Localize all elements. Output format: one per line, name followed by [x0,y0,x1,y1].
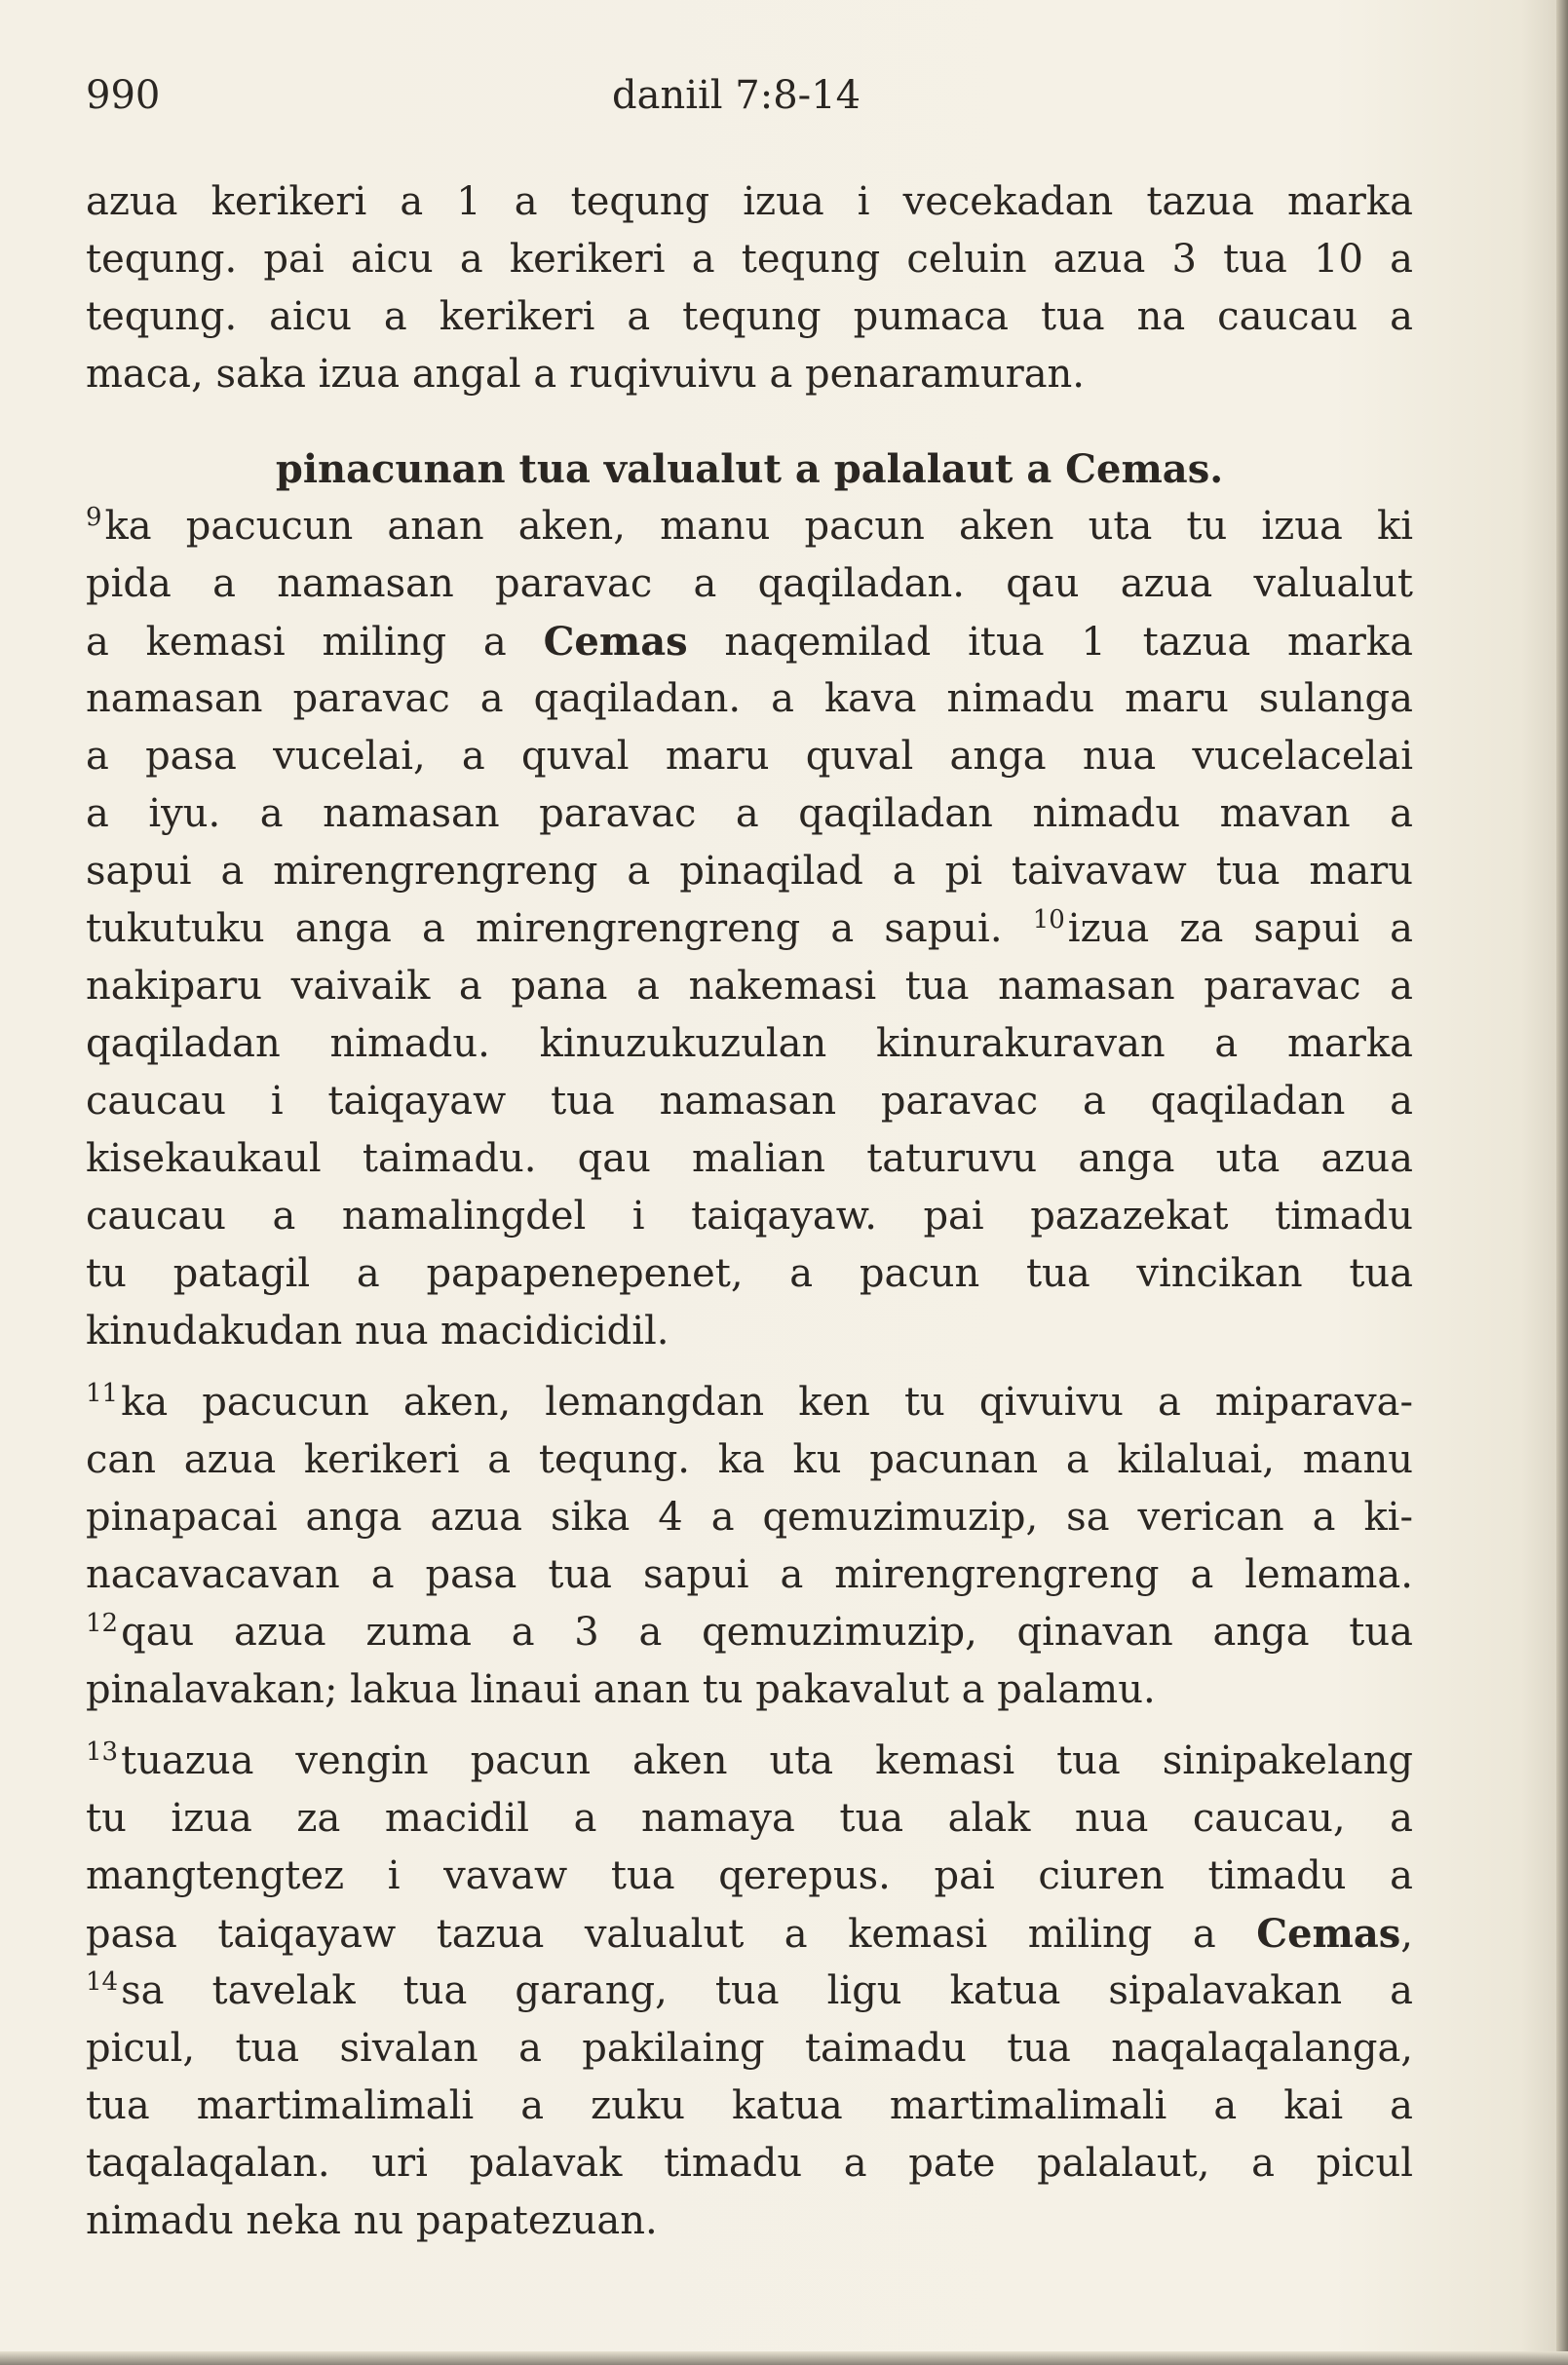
verse-number: 14 [86,1967,119,1997]
text-line: tequng. aicu a kerikeri a tequng pumaca tua na caucau a [86,294,1413,339]
text-line: $^{12}$qau azua zuma a 3 a qemuzimuzip, qinavan anga tua [86,1609,1413,1655]
text-line: pinapacai anga azua sika 4 a qemuzimuzip, sa verican a ki- [86,1495,1413,1540]
text-line: mangtengtez i vavaw tua qerepus. pai ciuren timadu a [86,1853,1413,1898]
text-line: sapui a mirengrengreng a pinaqilad a pi taivavaw tua maru [86,849,1413,894]
text-line: tequng. pai aicu a kerikeri a tequng celuin azua 3 tua 10 a [86,237,1413,282]
text-line: kinudakudan nua macidicidil. [86,1309,669,1354]
verse-number: 13 [86,1737,119,1767]
paragraph-gap [86,1360,1413,1374]
text-line: $^{14}$sa tavelak tua garang, tua ligu katua sipalavakan a [86,1967,1413,2013]
text-line: a kemasi miling a Cemas naqemilad itua 1 tazua marka [86,619,1413,665]
text-line: a iyu. a namasan paravac a qaqiladan nimadu mavan a [86,791,1413,836]
text-line: namasan paravac a qaqiladan. a kava nimadu maru sulanga [86,676,1413,721]
verse-number: 12 [86,1609,119,1638]
text-line: caucau i taiqayaw tua namasan paravac a qaqiladan a [86,1079,1413,1124]
body-text [86,173,1413,2250]
text-line: pasa taiqayaw tazua valualut a kemasi miling a Cemas, [86,1911,1413,1957]
text-line: maca, saka izua angal a ruqivuivu a penaramuran. [86,352,1086,397]
text-line: azua kerikeri a 1 a tequng izua i vecekadan tazua marka [86,179,1413,224]
text-line: $^{13}$tuazua vengin pacun aken uta kemasi tua sinipakelang [86,1737,1413,1783]
divine-name: Cemas [1256,1911,1401,1957]
running-head: daniil 7:8-14 [612,73,861,118]
page-number: 990 [86,73,161,118]
text-line: picul, tua sivalan a pakilaing taimadu tua naqalaqalanga, [86,2026,1413,2071]
text-line: tu patagil a papapenepenet, a pacun tua vincikan tua [86,1251,1413,1296]
text-line: tukutuku anga a mirengrengreng a sapui. $^{10}$izua za sapui a [86,905,1413,951]
text-line: pida a namasan paravac a qaqiladan. qau azua valualut [86,561,1413,606]
text-line: nacavacavan a pasa tua sapui a mirengrengreng a lemama. [86,1552,1413,1597]
text-line: a pasa vucelai, a quval maru quval anga nua vucelacelai [86,734,1413,779]
text-line: taqalaqalan. uri palavak timadu a pate palalaut, a picul [86,2141,1413,2186]
page-header [86,66,1411,125]
text-line: $^{11}$ka pacucun aken, lemangdan ken tu qivuivu a miparava- [86,1379,1413,1425]
text-line: can azua kerikeri a tequng. ka ku pacunan a kilaluai, manu [86,1437,1413,1482]
verse-number: 11 [86,1379,119,1408]
text-line: $^9$ka pacucun anan aken, manu pacun aken uta tu izua ki [86,503,1413,549]
text-line: nimadu neka nu papatezuan. [86,2198,658,2243]
text-line: pinalavakan; lakua linaui anan tu pakavalut a palamu. [86,1667,1156,1712]
page-bottom-edge [0,2351,1568,2365]
section-heading: pinacunan tua valualut a palalaut a Cemas. [275,446,1224,492]
text-line: tua martimalimali a zuku katua martimalimali a kai a [86,2083,1413,2128]
text-line: kisekaukaul taimadu. qau malian taturuvu anga uta azua [86,1136,1413,1181]
verse-number: 10 [1032,905,1065,935]
divine-name: Cemas [543,619,688,665]
text-line: caucau a namalingdel i taiqayaw. pai pazazekat timadu [86,1194,1413,1239]
book-spine-shadow [1556,0,1568,2365]
text-line: qaqiladan nimadu. kinuzukuzulan kinurakuravan a marka [86,1021,1413,1066]
text-line: nakiparu vaivaik a pana a nakemasi tua namasan paravac a [86,964,1413,1009]
paragraph-gap [86,1719,1413,1733]
verse-number: 9 [86,503,102,532]
text-line: tu izua za macidil a namaya tua alak nua caucau, a [86,1796,1413,1841]
